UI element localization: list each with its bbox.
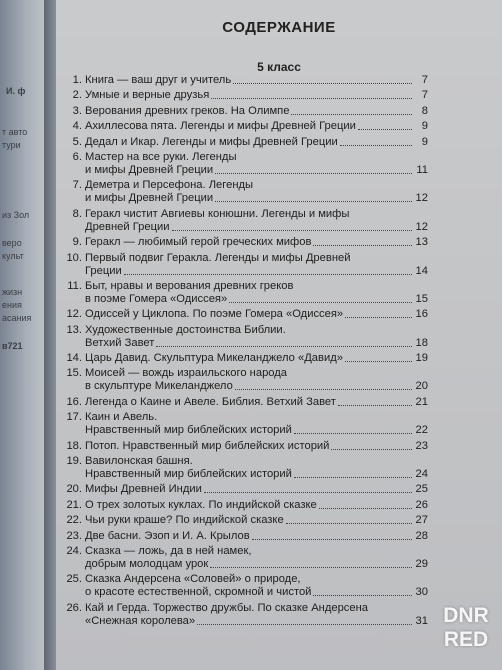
toc-entry <box>64 352 428 365</box>
toc-entry-page-number: 7 <box>421 89 428 102</box>
toc-entry <box>64 411 428 437</box>
toc-entry <box>64 602 428 628</box>
toc-entry-page-number: 26 <box>415 498 428 511</box>
toc-entry-title-line: Книга — ваш друг и учитель <box>85 74 232 86</box>
watermark-line: DNR <box>443 604 489 627</box>
toc-entry <box>64 208 428 234</box>
toc-entry-page-number: 28 <box>415 529 428 542</box>
dot-leader <box>197 624 412 625</box>
toc-entry-page-number: 27 <box>415 514 428 527</box>
adjacent-page-fragment: тури <box>2 140 21 150</box>
dot-leader <box>215 201 412 202</box>
toc-entry-number: 18. <box>66 439 82 452</box>
dot-leader <box>338 405 412 406</box>
toc-entry-title-line: Геракл чистит Авгиевы конюшни. Легенды и мифы <box>85 207 350 220</box>
toc-entry-number: 16. <box>66 395 82 408</box>
dot-leader <box>313 245 412 246</box>
dot-leader <box>204 492 412 493</box>
section-heading: 5 класс <box>257 60 301 74</box>
dot-leader <box>319 508 412 509</box>
toc-entry-title-line: Быт, нравы и верования древних греков <box>85 279 294 292</box>
dot-leader <box>124 274 412 275</box>
toc-entry-page-number: 21 <box>415 395 428 408</box>
dot-leader <box>156 346 412 347</box>
dot-leader <box>210 567 412 568</box>
toc-entry-page-number: 7 <box>421 74 428 86</box>
toc-entry <box>64 367 428 393</box>
toc-entry-number: 21. <box>66 498 82 511</box>
toc-entry-title-line: Моисей — вождь израильского народа <box>85 367 288 380</box>
adjacent-page-fragment: жизн <box>2 287 23 297</box>
toc-entry-title-line: Художественные достоинства Библии. <box>85 323 286 336</box>
toc-entry-title-line: Одиссей у Циклопа. По поэме Гомера «Одиссея» <box>85 308 344 321</box>
dot-leader <box>172 230 412 231</box>
toc-entry-title-line: Мастер на все руки. Легенды <box>85 150 237 163</box>
toc-entry-number: 11. <box>67 279 82 292</box>
toc-entry-number: 9. <box>72 236 82 249</box>
toc-entry-title-line: Деметра и Персефона. Легенды <box>85 179 254 192</box>
toc-entry <box>64 573 428 599</box>
dot-leader <box>358 129 412 130</box>
toc-entry-title-line: Умные и верные друзья <box>85 89 210 102</box>
toc-entry-title-line: Вавилонская башня. <box>85 455 193 468</box>
toc-entry-number: 22. <box>66 514 82 527</box>
toc-entry-page-number: 30 <box>415 586 428 599</box>
dot-leader <box>345 361 412 362</box>
toc-entry-page-number: 13 <box>415 236 428 249</box>
toc-entry-title-line: Геракл — любимый герой греческих мифов <box>85 236 312 249</box>
toc-entry <box>64 514 428 527</box>
toc-entry-number: 1. <box>72 74 82 86</box>
dot-leader <box>294 477 412 478</box>
toc-entry-title-line: Нравственный мир библейских историй <box>85 424 292 437</box>
toc-entry-page-number: 12 <box>415 220 428 233</box>
toc-entry-title-line: Верования древних греков. На Олимпе <box>85 104 290 117</box>
toc-entry-page-number: 20 <box>415 380 428 393</box>
toc-entry-page-number: 15 <box>415 292 428 305</box>
toc-entry <box>64 440 428 453</box>
toc-entry-page-number: 24 <box>415 468 428 481</box>
toc-entry <box>64 74 428 87</box>
toc-entry-number: 8. <box>72 207 82 220</box>
toc-entry <box>64 105 428 118</box>
toc-entry-title-line: Древней Греции <box>85 220 170 233</box>
toc-entry-page-number: 23 <box>415 439 428 452</box>
toc-entry-title-line: Потоп. Нравственный мир библейских историй <box>85 439 330 452</box>
dot-leader <box>235 389 412 390</box>
toc-entry-number: 20. <box>66 483 82 496</box>
toc-entry <box>64 308 428 321</box>
dot-leader <box>331 449 412 450</box>
toc-entry-page-number: 8 <box>421 104 428 117</box>
toc-entry-title-line: в поэме Гомера «Одиссея» <box>85 292 228 305</box>
toc-entry <box>64 396 428 409</box>
toc-entry-number: 5. <box>72 135 82 148</box>
toc-entry-page-number: 9 <box>421 135 428 148</box>
toc-entry-page-number: 16 <box>415 308 428 321</box>
adjacent-page-strip <box>0 0 48 670</box>
watermark-line: RED <box>443 628 489 651</box>
toc-entry-number: 10. <box>66 251 82 264</box>
toc-entry-number: 25. <box>66 573 82 586</box>
toc-entry-title-line: и мифы Древней Греции <box>85 192 214 205</box>
toc-entry-page-number: 31 <box>415 614 428 627</box>
toc-entry-number: 26. <box>66 601 82 614</box>
dot-leader <box>229 302 412 303</box>
toc-entry <box>64 236 428 249</box>
dot-leader <box>252 539 412 540</box>
toc-entry-title-line: Первый подвиг Геракла. Легенды и мифы Древней <box>85 251 351 264</box>
toc-entry-title-line: Нравственный мир библейских историй <box>85 468 292 481</box>
toc-entry-title-line: Каин и Авель. <box>85 411 158 424</box>
dot-leader <box>313 595 412 596</box>
adjacent-page-fragment: т авто <box>2 127 28 137</box>
toc-entry-number: 3. <box>72 104 82 117</box>
toc-entry-title-line: Ветхий Завет <box>85 336 155 349</box>
toc-entry-number: 13. <box>66 323 82 336</box>
toc-entry-number: 2. <box>72 89 82 102</box>
dot-leader <box>294 433 412 434</box>
toc-entry-number: 15. <box>66 367 82 380</box>
toc-entry-title-line: Сказка — ложь, да в ней намек, <box>85 544 252 557</box>
toc-entry-number: 23. <box>66 529 82 542</box>
dot-leader <box>233 83 412 84</box>
contents-page <box>56 0 502 670</box>
toc-entry-page-number: 14 <box>415 264 428 277</box>
toc-entry-number: 24. <box>66 544 82 557</box>
table-of-contents <box>64 74 428 630</box>
toc-entry <box>64 280 428 306</box>
toc-entry-title-line: О трех золотых куклах. По индийской сказке <box>85 498 317 511</box>
toc-entry-number: 6. <box>72 150 82 163</box>
toc-entry-title-line: Две басни. Эзоп и И. А. Крылов <box>85 529 250 542</box>
adjacent-page-fragment: веро <box>2 238 22 248</box>
toc-entry-page-number: 25 <box>415 483 428 496</box>
toc-entry-title-line: в скульптуре Микеланджело <box>85 380 233 393</box>
toc-entry-title-line: Царь Давид. Скульптура Микеланджело «Давид» <box>85 352 343 365</box>
toc-entry-title-line: добрым молодцам урок <box>85 557 209 570</box>
adjacent-page-fragment: асания <box>2 313 32 323</box>
toc-entry-title-line: о красоте естественной, скромной и чистой <box>85 586 312 599</box>
adjacent-page-fragment: из Зол <box>2 210 30 220</box>
toc-entry-title-line: Кай и Герда. Торжество дружбы. По сказке Андерсена <box>85 601 369 614</box>
toc-entry-number: 4. <box>72 120 82 133</box>
toc-entry-number: 17. <box>66 411 82 424</box>
toc-entry-title-line: Сказка Андерсена «Соловей» о природе, <box>85 573 301 586</box>
toc-entry <box>64 179 428 205</box>
toc-entry-number: 12. <box>66 308 82 321</box>
toc-entry-title-line: и мифы Древней Греции <box>85 163 214 176</box>
toc-entry <box>64 530 428 543</box>
dot-leader <box>286 523 412 524</box>
toc-entry <box>64 483 428 496</box>
dot-leader <box>340 145 412 146</box>
toc-entry-page-number: 22 <box>415 424 428 437</box>
toc-entry-number: 7. <box>72 179 82 192</box>
toc-entry <box>64 136 428 149</box>
toc-entry <box>64 324 428 350</box>
toc-entry-page-number: 11 <box>416 163 428 176</box>
toc-entry-title-line: Греции <box>85 264 122 277</box>
toc-entry-title-line: Легенда о Каине и Авеле. Библия. Ветхий Завет <box>85 395 336 408</box>
toc-entry-title-line: Дедал и Икар. Легенды и мифы Древней Греции <box>85 135 338 148</box>
toc-entry-page-number: 18 <box>415 336 428 349</box>
dot-leader <box>345 317 412 318</box>
adjacent-page-fragment: ения <box>2 300 22 310</box>
toc-entry-page-number: 29 <box>415 557 428 570</box>
toc-entry-number: 14. <box>66 352 82 365</box>
watermark-logo <box>433 604 499 664</box>
toc-entry <box>64 499 428 512</box>
toc-entry-title-line: Мифы Древней Индии <box>85 483 202 496</box>
dot-leader <box>211 98 412 99</box>
toc-entry <box>64 252 428 278</box>
dot-leader <box>291 114 412 115</box>
toc-entry <box>64 545 428 571</box>
adjacent-page-fragment: И. ф <box>6 86 26 96</box>
toc-entry <box>64 151 428 177</box>
adjacent-page-fragment: в721 <box>2 341 23 351</box>
dot-leader <box>215 173 412 174</box>
toc-entry-title-line: Ахиллесова пята. Легенды и мифы Древней Греции <box>85 120 356 133</box>
toc-entry-number: 19. <box>66 455 82 468</box>
adjacent-page-fragment: культ <box>2 251 24 261</box>
toc-entry <box>64 455 428 481</box>
toc-entry-title-line: «Снежная королева» <box>85 614 196 627</box>
toc-entry <box>64 89 428 102</box>
toc-entry-title-line: Чьи руки краше? По индийской сказке <box>85 514 284 527</box>
toc-entry-page-number: 12 <box>415 192 428 205</box>
page-title: СОДЕРЖАНИЕ <box>222 19 336 36</box>
toc-entry <box>64 120 428 133</box>
toc-entry-page-number: 19 <box>415 352 428 365</box>
toc-entry-page-number: 9 <box>421 120 428 133</box>
